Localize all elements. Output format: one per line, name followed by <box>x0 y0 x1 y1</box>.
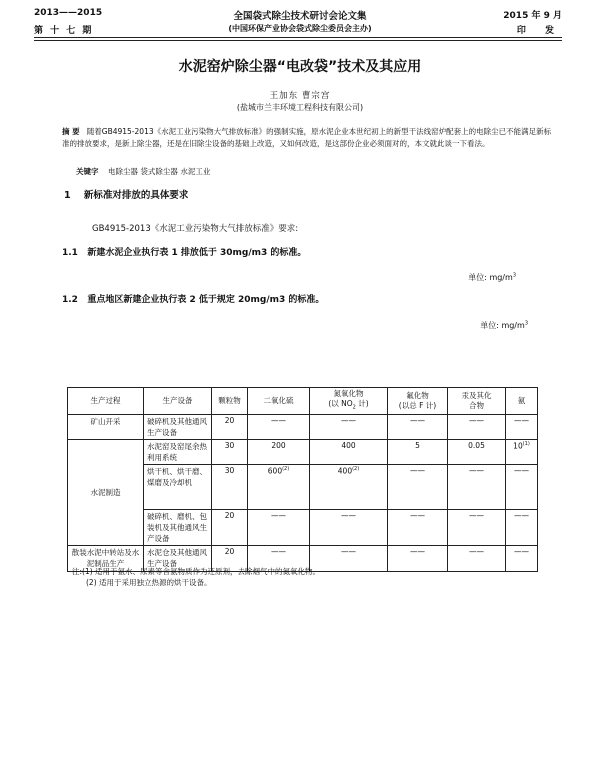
section-heading <box>64 187 188 201</box>
unit-label-2-text: 单位: mg/m <box>480 321 525 330</box>
abstract-label: 摘 要 <box>62 127 80 136</box>
table-row <box>68 439 538 464</box>
cell-mercury: 0.05 <box>448 439 506 464</box>
section-title: 新标准对排放的具体要求 <box>83 190 189 201</box>
cell-ammonia-value: 10 <box>513 441 523 450</box>
cell-mercury: —— <box>448 414 506 439</box>
cell-equipment: 水泥窑及窑尾余热利用系统 <box>144 439 212 464</box>
th-nox-line2: (以 NO <box>328 399 353 408</box>
cell-particulate: 30 <box>212 439 248 464</box>
abstract <box>62 126 557 150</box>
subsection-1-2-number: 1.2 <box>62 295 78 305</box>
table-note-1: 注:(1) 适用于氨水、尿素等含氨物质作为还原剂，去除烟气中的氮氧化物。 <box>72 567 321 576</box>
abstract-text: 随着GB4915-2013《水泥工业污染物大气排放标准》的强制实施，原水泥企业本世纪初上的新型干法线窑炉配套上的电除尘已不能满足新标准的排放要求，是新上除尘器，还是在旧除尘设备的基础上改造，又如何改造，是这部份企业必须面对的，本文就此谈一下看法。 <box>62 127 552 148</box>
th-mercury <box>448 388 506 415</box>
header-rule-top <box>34 37 562 38</box>
section-intro: GB4915-2013《水泥工业污染物大气排放标准》要求: <box>92 224 299 234</box>
unit-label-1-sup: 3 <box>512 272 516 279</box>
th-ammonia: 氨 <box>506 388 538 415</box>
th-nox-line2-end: 计) <box>355 399 369 408</box>
header-year-range: 2013——2015 <box>34 8 103 18</box>
cell-equipment: 烘干机、烘干磨、煤磨及冷却机 <box>144 464 212 509</box>
header-rule-bottom <box>34 40 562 41</box>
cell-so2: —— <box>248 414 310 439</box>
cell-particulate: 20 <box>212 509 248 545</box>
cell-equipment: 破碎机、磨机、包装机及其他通风生产设备 <box>144 509 212 545</box>
cell-fluoride: —— <box>388 464 448 509</box>
cell-particulate: 20 <box>212 414 248 439</box>
cell-fluoride: —— <box>388 545 448 571</box>
cell-so2-value: 600 <box>267 466 283 475</box>
cell-ammonia: —— <box>506 509 538 545</box>
header-issue: 第 十 七 期 <box>34 26 94 36</box>
keywords-text: 电除尘器 袋式除尘器 水泥工业 <box>108 167 211 176</box>
subsection-1-1-number: 1.1 <box>62 248 78 258</box>
th-fluoride-line2: (以总 F 计) <box>398 400 437 410</box>
unit-label-1 <box>468 272 516 283</box>
cell-nox-note: (2) <box>352 465 360 472</box>
cell-so2-note: (2) <box>282 465 290 472</box>
article-affiliation: (盐城市兰丰环境工程科技有限公司) <box>236 103 364 112</box>
subsection-1-1 <box>62 245 306 258</box>
keywords-label: 关键字 <box>76 167 99 176</box>
cell-mercury: —— <box>448 545 506 571</box>
cell-nox: 400 <box>310 439 388 464</box>
cell-particulate: 30 <box>212 464 248 509</box>
cell-nox: —— <box>310 509 388 545</box>
cell-fluoride: —— <box>388 414 448 439</box>
subsection-1-1-text: 新建水泥企业执行表 1 排放低于 30mg/m3 的标准。 <box>87 248 307 258</box>
cell-so2: —— <box>248 545 310 571</box>
cell-equipment: 水泥仓及其他通风生产设备 <box>144 545 212 571</box>
cell-ammonia-note: (1) <box>522 440 530 447</box>
cell-process-group: 水泥制造 <box>68 439 144 545</box>
cell-ammonia: —— <box>506 414 538 439</box>
subsection-1-2-text: 重点地区新建企业执行表 2 低于规定 20mg/m3 的标准。 <box>87 295 325 305</box>
subsection-1-2 <box>62 292 324 305</box>
table-notes <box>72 566 320 588</box>
cell-fluoride: 5 <box>388 439 448 464</box>
th-mercury-line2: 合物 <box>469 400 484 410</box>
cell-mercury: —— <box>448 509 506 545</box>
th-equipment: 生产设备 <box>144 388 212 415</box>
cell-particulate: 20 <box>212 545 248 571</box>
th-fluoride-line1: 氟化物 <box>406 390 429 400</box>
th-nox-line1: 氮氧化物 <box>333 389 364 398</box>
th-fluoride <box>388 388 448 415</box>
article-authors: 王加东 曹宗宫 <box>269 91 331 101</box>
table-header-row <box>68 388 538 415</box>
keywords <box>76 166 210 177</box>
cell-so2: —— <box>248 509 310 545</box>
cell-ammonia <box>506 439 538 464</box>
unit-label-2 <box>480 320 528 331</box>
cell-so2: 200 <box>248 439 310 464</box>
cell-ammonia: —— <box>506 464 538 509</box>
cell-process: 散装水泥中转站及水泥制品生产 <box>68 545 144 571</box>
th-mercury-line1: 汞及其化 <box>461 390 492 400</box>
cell-nox: —— <box>310 545 388 571</box>
cell-nox-value: 400 <box>337 466 353 475</box>
th-so2: 二氧化硫 <box>248 388 310 415</box>
table-note-2: (2) 适用于采用独立热源的烘干设备。 <box>86 578 212 587</box>
unit-label-1-text: 单位: mg/m <box>468 273 513 282</box>
cell-process: 矿山开采 <box>68 414 144 439</box>
header-date: 2015 年 9 月 <box>503 11 562 21</box>
section-number: 1 <box>64 190 71 201</box>
th-nox <box>310 388 388 415</box>
cell-mercury: —— <box>448 464 506 509</box>
article-title: 水泥窑炉除尘器“电改袋”技术及其应用 <box>178 59 422 75</box>
header-print: 印 发 <box>516 26 562 36</box>
header-organizer: (中国环保产业协会袋式除尘委员会主办) <box>228 24 372 33</box>
th-process: 生产过程 <box>68 388 144 415</box>
cell-nox <box>310 464 388 509</box>
emission-standards-table <box>67 387 538 572</box>
cell-nox: —— <box>310 414 388 439</box>
header-proceedings-title: 全国袋式除尘技术研讨会论文集 <box>233 11 367 22</box>
unit-label-2-sup: 3 <box>524 320 528 327</box>
cell-ammonia: —— <box>506 545 538 571</box>
cell-so2 <box>248 464 310 509</box>
table-row <box>68 414 538 439</box>
th-particulate: 颗粒物 <box>212 388 248 415</box>
th-nox-sub: 2 <box>352 404 356 411</box>
cell-equipment: 破碎机及其他通风生产设备 <box>144 414 212 439</box>
cell-fluoride: —— <box>388 509 448 545</box>
